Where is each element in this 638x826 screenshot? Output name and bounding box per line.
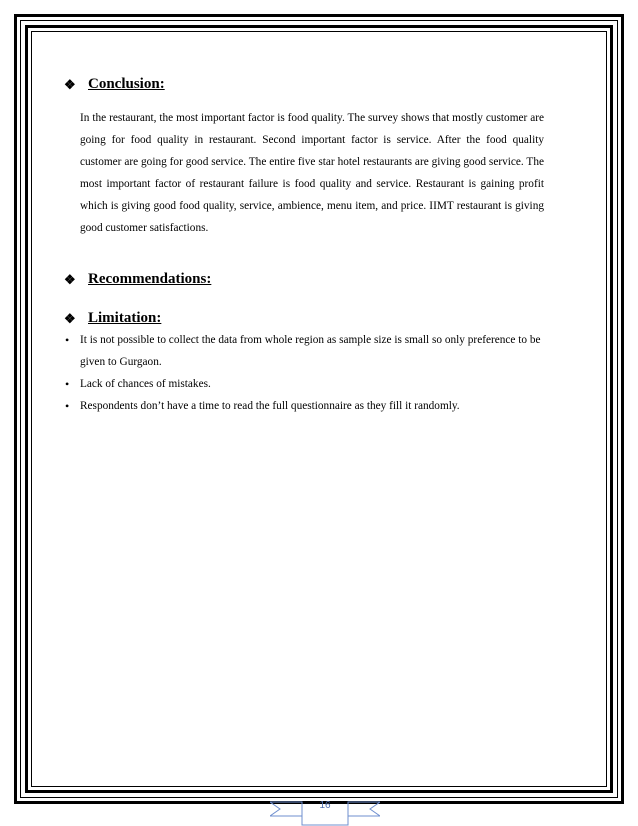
diamond-bullet-icon: ❖ [64,311,76,326]
list-item-text: Respondents don’t have a time to read the full questionnaire as they fill it randomly. [80,400,460,412]
diamond-bullet-icon: ❖ [64,77,76,92]
round-bullet-icon: • [65,333,70,347]
page-number: 16 [319,800,331,811]
page-footer [270,795,380,826]
limitation-title: Limitation: [88,310,162,326]
list-item [64,395,544,417]
diamond-bullet-icon: ❖ [64,272,76,287]
round-bullet-icon: • [65,377,70,391]
list-item [64,329,544,373]
recommendations-title: Recommendations: [88,271,212,287]
recommendations-heading [64,271,544,288]
limitation-list [64,329,544,417]
list-item-text: Lack of chances of mistakes. [80,378,211,390]
list-item-text: It is not possible to collect the data from whole region as sample size is small so only preference to be given to Gurgaon. [80,334,541,368]
conclusion-paragraph: In the restaurant, the most important factor is food quality. The survey shows that mostly customer are going for food quality in restaurant. Second important factor is service. After the food quality customer are going for good service. The entire five star hotel restaurants are giving good service. The most important factor of restaurant failure is food quality and service. Restaurant is gaining profit which is giving good food quality, service, ambience, menu item, and price. IIMT restaurant is giving good customer satisfactions. [80,112,544,234]
round-bullet-icon: • [65,399,70,413]
conclusion-heading [64,76,544,93]
document-body [64,76,544,417]
list-item [64,373,544,395]
conclusion-title: Conclusion: [88,76,165,92]
limitation-heading [64,310,544,327]
